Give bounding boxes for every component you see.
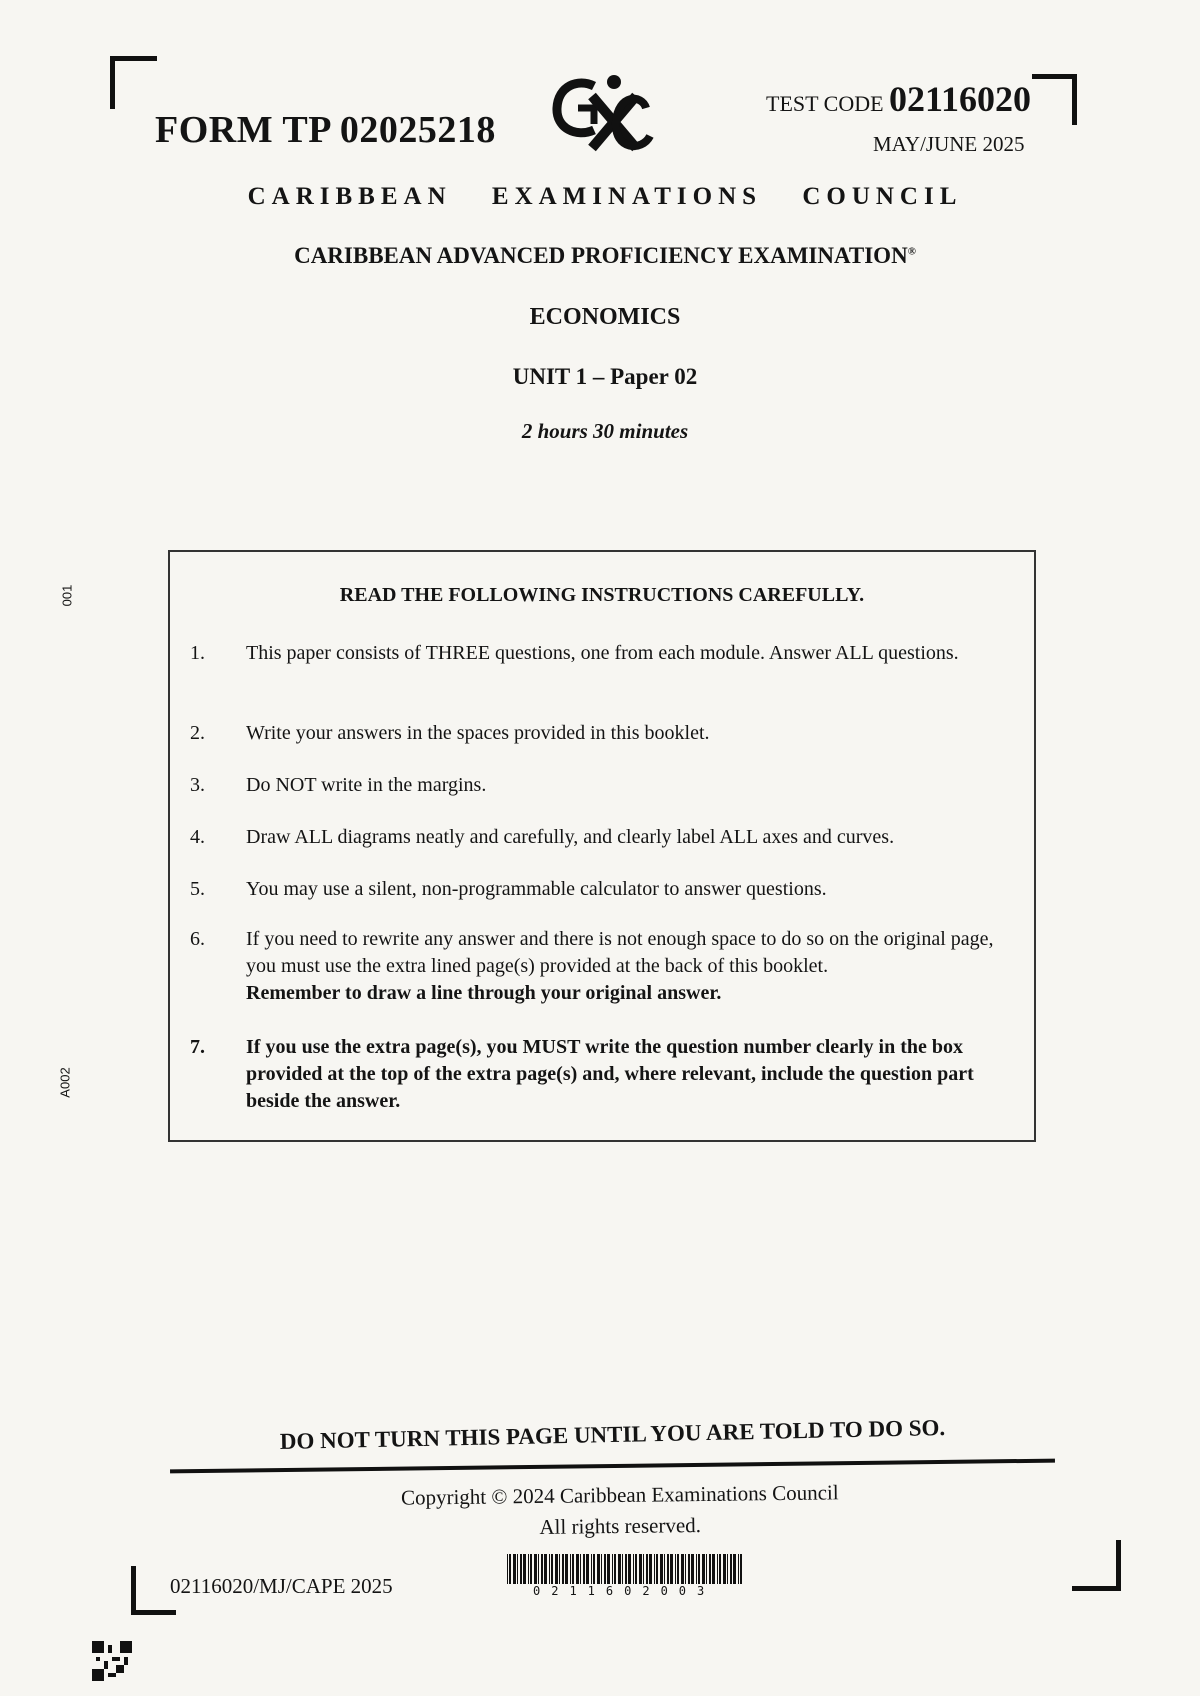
copyright-block: [0, 1472, 1200, 1549]
barcode-bar: [513, 1554, 516, 1584]
barcode-bar: [656, 1554, 658, 1584]
test-code-label: TEST CODE: [766, 91, 884, 116]
qr-code-icon: [92, 1640, 132, 1682]
barcode-bar: [670, 1554, 673, 1584]
instruction-number: 7.: [190, 1036, 205, 1058]
registered-mark: ®: [907, 245, 916, 258]
barcode-bar: [702, 1554, 705, 1584]
barcode-bar: [635, 1554, 637, 1584]
barcode-icon: [505, 1554, 745, 1588]
barcode-bar: [528, 1554, 529, 1584]
barcode-bar: [675, 1554, 676, 1584]
barcode-bar: [572, 1554, 574, 1584]
instruction-item: [190, 876, 1010, 903]
instruction-text: Draw ALL diagrams neatly and carefully, and clearly label ALL axes and curves.: [246, 826, 895, 848]
barcode-bar: [538, 1554, 539, 1584]
barcode-bar: [534, 1554, 537, 1584]
council-word: CARIBBEAN: [247, 183, 452, 210]
barcode-bar: [709, 1554, 711, 1584]
barcode-bar: [719, 1554, 721, 1584]
barcode-bar: [643, 1554, 644, 1584]
barcode-bar: [698, 1554, 700, 1584]
margin-label-bottom: A002: [57, 1067, 73, 1098]
subject-title: ECONOMICS: [529, 304, 681, 330]
barcode-bar: [607, 1554, 610, 1584]
exam-name: [0, 243, 1200, 269]
barcode-bar: [633, 1554, 634, 1584]
paper-code: 02116020/MJ/CAPE 2025: [170, 1574, 393, 1598]
barcode-bar: [740, 1554, 742, 1584]
council-name: [0, 183, 1200, 211]
barcode-bar: [727, 1554, 728, 1584]
barcode-bar: [717, 1554, 718, 1584]
rights-text: All rights reserved.: [539, 1513, 702, 1539]
instruction-item: [190, 720, 1010, 747]
barcode-bar: [541, 1554, 543, 1584]
barcode-bar: [520, 1554, 522, 1584]
exam-duration: 2 hours 30 minutes: [521, 419, 689, 443]
instruction-number: 3.: [190, 774, 205, 796]
barcode-bar: [660, 1554, 663, 1584]
barcode-bar: [677, 1554, 679, 1584]
instruction-text: You may use a silent, non-programmable calculator to answer questions.: [246, 878, 827, 900]
instruction-item: [190, 772, 1010, 799]
barcode-bar: [628, 1554, 631, 1584]
barcode-bar: [597, 1554, 600, 1584]
instructions-heading: READ THE FOLLOWING INSTRUCTIONS CAREFULLY.: [339, 584, 865, 606]
instruction-item: [190, 640, 1010, 667]
barcode-bar: [555, 1554, 558, 1584]
instruction-text: Do NOT write in the margins.: [246, 774, 487, 796]
council-word: COUNCIL: [802, 183, 963, 210]
instruction-item: [190, 926, 1010, 1007]
barcode-bar: [738, 1554, 739, 1584]
divider-line: [170, 1459, 1055, 1474]
instruction-text: Write your answers in the spaces provided in this booklet.: [246, 722, 710, 744]
registration-mark-top-right: [1032, 74, 1077, 125]
do-not-turn-warning: DO NOT TURN THIS PAGE UNTIL YOU ARE TOLD TO DO SO.: [279, 1415, 946, 1454]
barcode-bar: [591, 1554, 592, 1584]
instruction-number: 5.: [190, 878, 205, 900]
barcode-bar: [667, 1554, 669, 1584]
barcode-bar: [507, 1554, 508, 1584]
barcode-bar: [551, 1554, 553, 1584]
unit-title: UNIT 1 – Paper 02: [512, 364, 698, 389]
barcode-bar: [580, 1554, 581, 1584]
barcode-bar: [664, 1554, 665, 1584]
barcode-bar: [530, 1554, 532, 1584]
instruction-item: [190, 1034, 1010, 1115]
barcode-bar: [601, 1554, 602, 1584]
barcode-bar: [549, 1554, 550, 1584]
barcode-bar: [723, 1554, 726, 1584]
exam-name-text: CARIBBEAN ADVANCED PROFICIENCY EXAMINATION: [294, 243, 908, 268]
cxc-logo: [548, 72, 656, 156]
barcode-bar: [730, 1554, 732, 1584]
instruction-number: 2.: [190, 722, 205, 744]
instruction-number: 6.: [190, 928, 205, 950]
barcode-bar: [586, 1554, 589, 1584]
barcode-bar: [696, 1554, 697, 1584]
barcode-bar: [654, 1554, 655, 1584]
barcode-bar: [604, 1554, 606, 1584]
barcode-bar: [681, 1554, 684, 1584]
barcode-bar: [646, 1554, 648, 1584]
instruction-bold-note: Remember to draw a line through your original answer.: [246, 982, 722, 1004]
barcode-bar: [649, 1554, 652, 1584]
instructions-box: [168, 550, 1036, 1142]
barcode-bar: [562, 1554, 564, 1584]
barcode-bar: [688, 1554, 690, 1584]
barcode-bar: [517, 1554, 518, 1584]
barcode-bar: [614, 1554, 616, 1584]
barcode-bar: [691, 1554, 694, 1584]
instruction-number: 4.: [190, 826, 205, 848]
instruction-number: 1.: [190, 642, 205, 664]
barcode-bar: [559, 1554, 560, 1584]
barcode-bar: [639, 1554, 642, 1584]
barcode-bar: [733, 1554, 736, 1584]
barcode-bar: [523, 1554, 526, 1584]
margin-label-top: 001: [59, 584, 75, 607]
barcode-bar: [576, 1554, 579, 1584]
barcode-bar: [685, 1554, 686, 1584]
barcode-bar: [593, 1554, 595, 1584]
test-code: [766, 78, 1031, 120]
exam-session: MAY/JUNE 2025: [873, 132, 1025, 156]
council-word: EXAMINATIONS: [491, 183, 763, 210]
instruction-item: [190, 824, 1010, 851]
barcode-bar: [583, 1554, 585, 1584]
barcode-bar: [565, 1554, 568, 1584]
registration-mark-bottom-right: [1072, 1540, 1121, 1591]
form-code: FORM TP 02025218: [155, 109, 496, 151]
barcode-bar: [612, 1554, 613, 1584]
barcode-bar: [622, 1554, 623, 1584]
barcode-bar: [509, 1554, 511, 1584]
instruction-text: If you need to rewrite any answer and there is not enough space to do so on the original page, you must use the extra lined page(s) provided at the back of this booklet.: [246, 928, 994, 977]
registration-mark-top-left: [110, 56, 157, 109]
barcode-bar: [625, 1554, 627, 1584]
test-code-value: 02116020: [889, 79, 1032, 119]
barcode-bar: [570, 1554, 571, 1584]
barcode-bar: [618, 1554, 621, 1584]
instruction-text: If you use the extra page(s), you MUST write the question number clearly in the box provided at the top of the extra page(s) and, where relevant, include the question part beside the answer.: [246, 1036, 974, 1112]
copyright-text: Copyright © 2024 Caribbean Examinations Council: [400, 1480, 839, 1510]
barcode-bar: [712, 1554, 715, 1584]
barcode-bar: [706, 1554, 707, 1584]
barcode-bar: [544, 1554, 547, 1584]
instruction-text: This paper consists of THREE questions, one from each module. Answer ALL questions.: [246, 642, 959, 664]
barcode-digits: 0211602003: [533, 1584, 716, 1598]
